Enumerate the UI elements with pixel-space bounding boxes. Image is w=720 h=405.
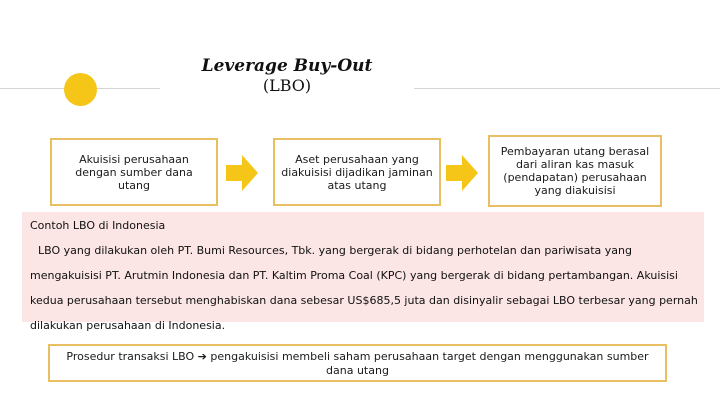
divider-line-right [414, 88, 720, 89]
example-title: Contoh LBO di Indonesia [30, 219, 166, 232]
example-text: LBO yang dilakukan oleh PT. Bumi Resources, Tbk. yang bergerak di bidang perhotelan dan pariwisata yang mengakuisisi PT. Arutmin Indonesia dan PT. Kaltim Proma Coal (KPC) yang bergerak di bidang pertambangan. Akuisisi kedua perusahaan tersebut menghabiskan dana sebesar US$685,5 juta dan disinyalir sebagai LBO terbesar yang pernah dilakukan perusahaan di Indonesia. [30, 244, 698, 332]
page-title: Leverage Buy-Out [201, 56, 373, 76]
page-subtitle: (LBO) [262, 76, 312, 95]
procedure-label: Prosedur transaksi LBO [66, 350, 195, 363]
flow-step-1 [50, 138, 218, 206]
flow-step-2 [273, 138, 441, 206]
decorative-circle [64, 73, 97, 106]
flow-step-1-text: Akuisisi perusahaan dengan sumber dana utang [75, 152, 193, 192]
right-arrow-icon [446, 155, 478, 191]
flow-step-3 [488, 135, 662, 207]
flow-step-3-text: Pembayaran utang berasal dari aliran kas masuk (pendapatan) perusahaan yang diakuisisi [500, 145, 650, 197]
procedure-text: pengakuisisi membeli saham perusahaan target dengan menggunakan sumber dana utang [210, 350, 649, 377]
flow-step-2-text: Aset perusahaan yang diakuisisi dijadikan jaminan atas utang [281, 152, 433, 192]
arrow-right-icon: ➔ [197, 350, 207, 363]
title-block [160, 50, 414, 100]
procedure-box [48, 344, 667, 382]
right-arrow-icon [226, 155, 258, 191]
